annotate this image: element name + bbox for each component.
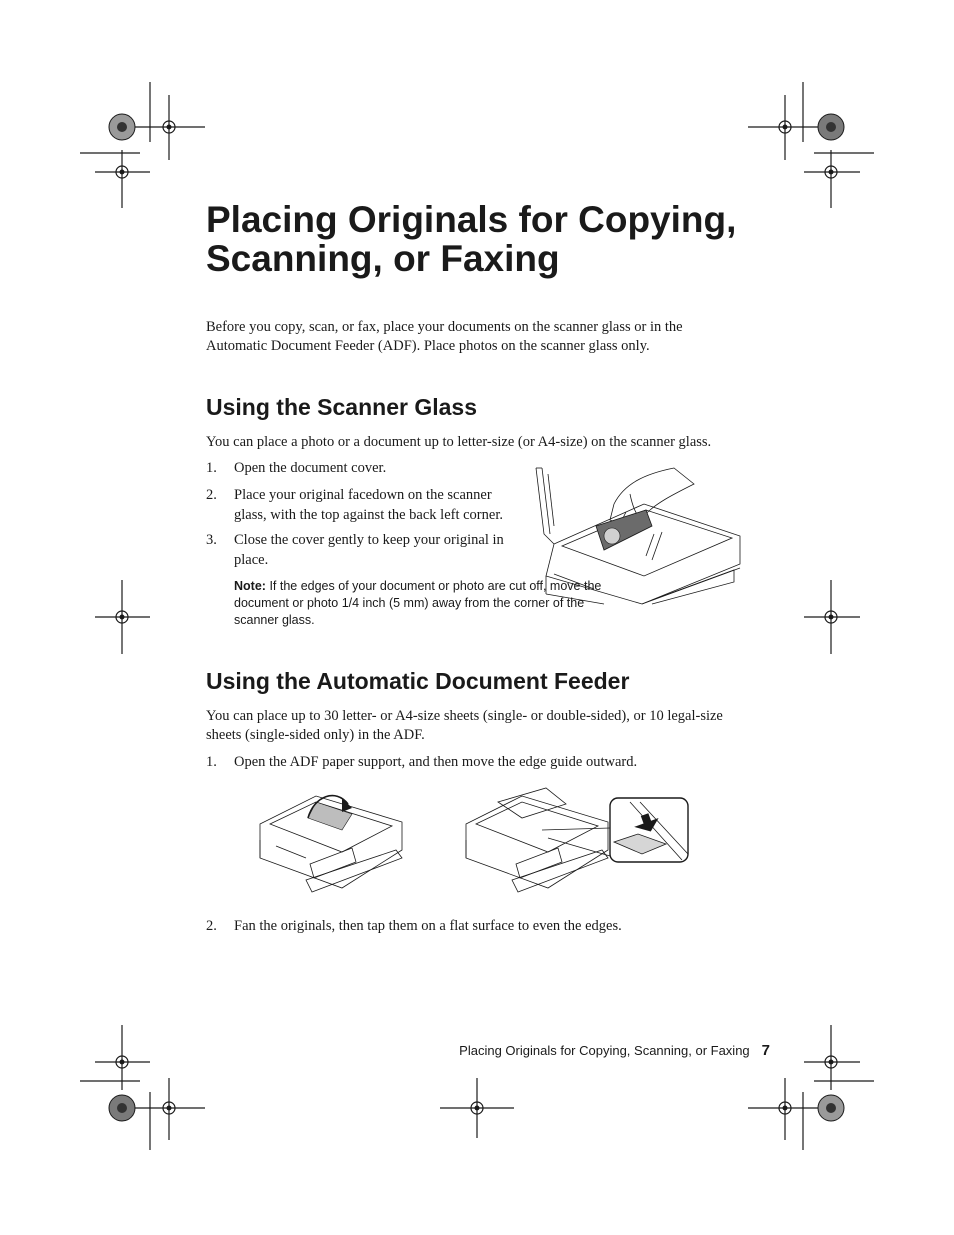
adf-lead: You can place up to 30 letter- or A4-size sheets (single- or double-sided), or 10 legal-size sheets (single-sided only) in the ADF. [206, 708, 723, 743]
section-heading-adf: Using the Automatic Document Feeder [206, 668, 630, 694]
step-text: Place your original facedown on the scanner glass, with the top against the back left corner. [234, 487, 503, 523]
adf-edge-guide-illustration [462, 784, 692, 896]
step-number: 1. [206, 460, 217, 476]
step-number: 2. [206, 918, 217, 934]
page-footer [459, 1042, 770, 1060]
intro-paragraph: Before you copy, scan, or fax, place your documents on the scanner glass or in the Automatic Document Feeder (ADF). Place photos on the scanner glass only. [206, 319, 683, 354]
step-number: 2. [206, 487, 217, 503]
section-heading-scanner-glass: Using the Scanner Glass [206, 394, 477, 420]
scanner-glass-lead: You can place a photo or a document up to letter-size (or A4-size) on the scanner glass. [206, 434, 712, 450]
step-text: Close the cover gently to keep your original in place. [234, 532, 504, 568]
note-text: If the edges of your document or photo are cut off, move the document or photo 1/4 inch (5 mm) away from the corner of the scanner glass. [234, 579, 602, 627]
adf-open-support-illustration [256, 784, 406, 894]
step-text: Fan the originals, then tap them on a flat surface to even the edges. [234, 918, 622, 934]
note-label: Note: [234, 579, 266, 593]
step-number: 3. [206, 532, 217, 548]
page-title: Placing Originals for Copying, Scanning, or Faxing [206, 199, 737, 279]
page-number: 7 [761, 1042, 770, 1059]
step-number: 1. [206, 754, 217, 770]
step-text: Open the document cover. [234, 460, 387, 476]
step-text: Open the ADF paper support, and then move the edge guide outward. [234, 754, 638, 770]
note-box [234, 578, 624, 629]
footer-title: Placing Originals for Copying, Scanning, or Faxing [459, 1043, 750, 1058]
